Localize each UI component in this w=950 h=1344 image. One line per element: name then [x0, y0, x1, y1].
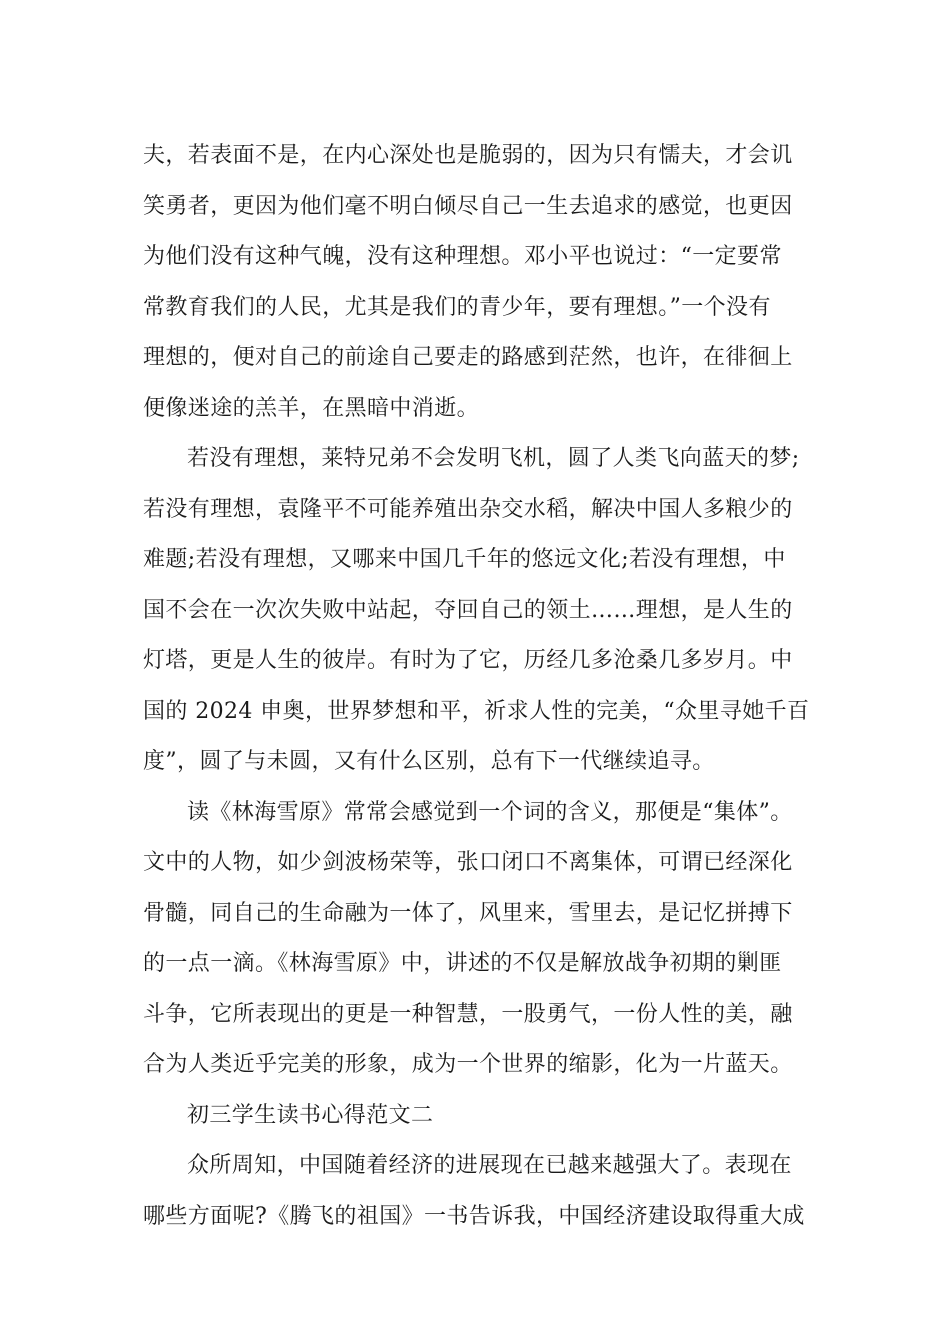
text-line: 的一点一滴。《林海雪原》中，讲述的不仅是解放战争初期的剿匪 — [143, 951, 782, 976]
paragraph-first-line: 初三学生读书心得范文二 — [187, 1102, 434, 1128]
text-line: 国的 2024 申奥，世界梦想和平，祈求人性的完美，“众里寻她千百 — [143, 698, 810, 724]
text-line: 国不会在一次次失败中站起，夺回自己的领土……理想，是人生的 — [143, 597, 793, 623]
paragraph-first-line: 读《林海雪原》常常会感觉到一个词的含义，那便是“集体”。 — [187, 799, 793, 825]
document-body — [143, 131, 811, 1242]
text-line: 哪些方面呢?《腾飞的祖国》一书告诉我，中国经济建设取得重大成 — [143, 1203, 805, 1229]
text-line: 常教育我们的人民，尤其是我们的青少年，要有理想。”一个没有 — [143, 294, 771, 320]
text-line: 便像迷途的羔羊，在黑暗中消逝。 — [143, 395, 480, 421]
text-line: 若没有理想，袁隆平不可能养殖出杂交水稻，解决中国人多粮少的 — [143, 496, 793, 522]
text-line: 难题;若没有理想，又哪来中国几千年的悠远文化;若没有理想，中 — [143, 547, 786, 572]
text-line: 夫，若表面不是，在内心深处也是脆弱的，因为只有懦夫，才会讥 — [143, 143, 793, 168]
text-line: 度”，圆了与未圆，又有什么区别，总有下一代继续追寻。 — [143, 749, 715, 774]
paragraph-first-line: 若没有理想，莱特兄弟不会发明飞机，圆了人类飞向蓝天的梦; — [187, 446, 800, 471]
text-line: 灯塔，更是人生的彼岸。有时为了它，历经几多沧桑几多岁月。中 — [143, 648, 793, 673]
text-line: 理想的，便对自己的前途自己要走的路感到茫然，也许，在徘徊上 — [143, 345, 793, 370]
text-line: 斗争，它所表现出的更是一种智慧，一股勇气，一份人性的美，融 — [143, 1001, 793, 1027]
text-line: 笑勇者，更因为他们毫不明白倾尽自己一生去追求的感觉，也更因 — [143, 193, 793, 219]
text-line: 为他们没有这种气魄，没有这种理想。邓小平也说过：“一定要常 — [143, 244, 782, 269]
paragraph-first-line: 众所周知，中国随着经济的进展现在已越来越强大了。表现在 — [187, 1153, 792, 1178]
text-line: 文中的人物，如少剑波杨荣等，张口闭口不离集体，可谓已经深化 — [143, 850, 793, 875]
text-line: 骨髓，同自己的生命融为一体了，风里来，雪里去，是记忆拼搏下 — [143, 900, 793, 926]
text-line: 合为人类近乎完美的形象，成为一个世界的缩影，化为一片蓝天。 — [143, 1052, 793, 1077]
